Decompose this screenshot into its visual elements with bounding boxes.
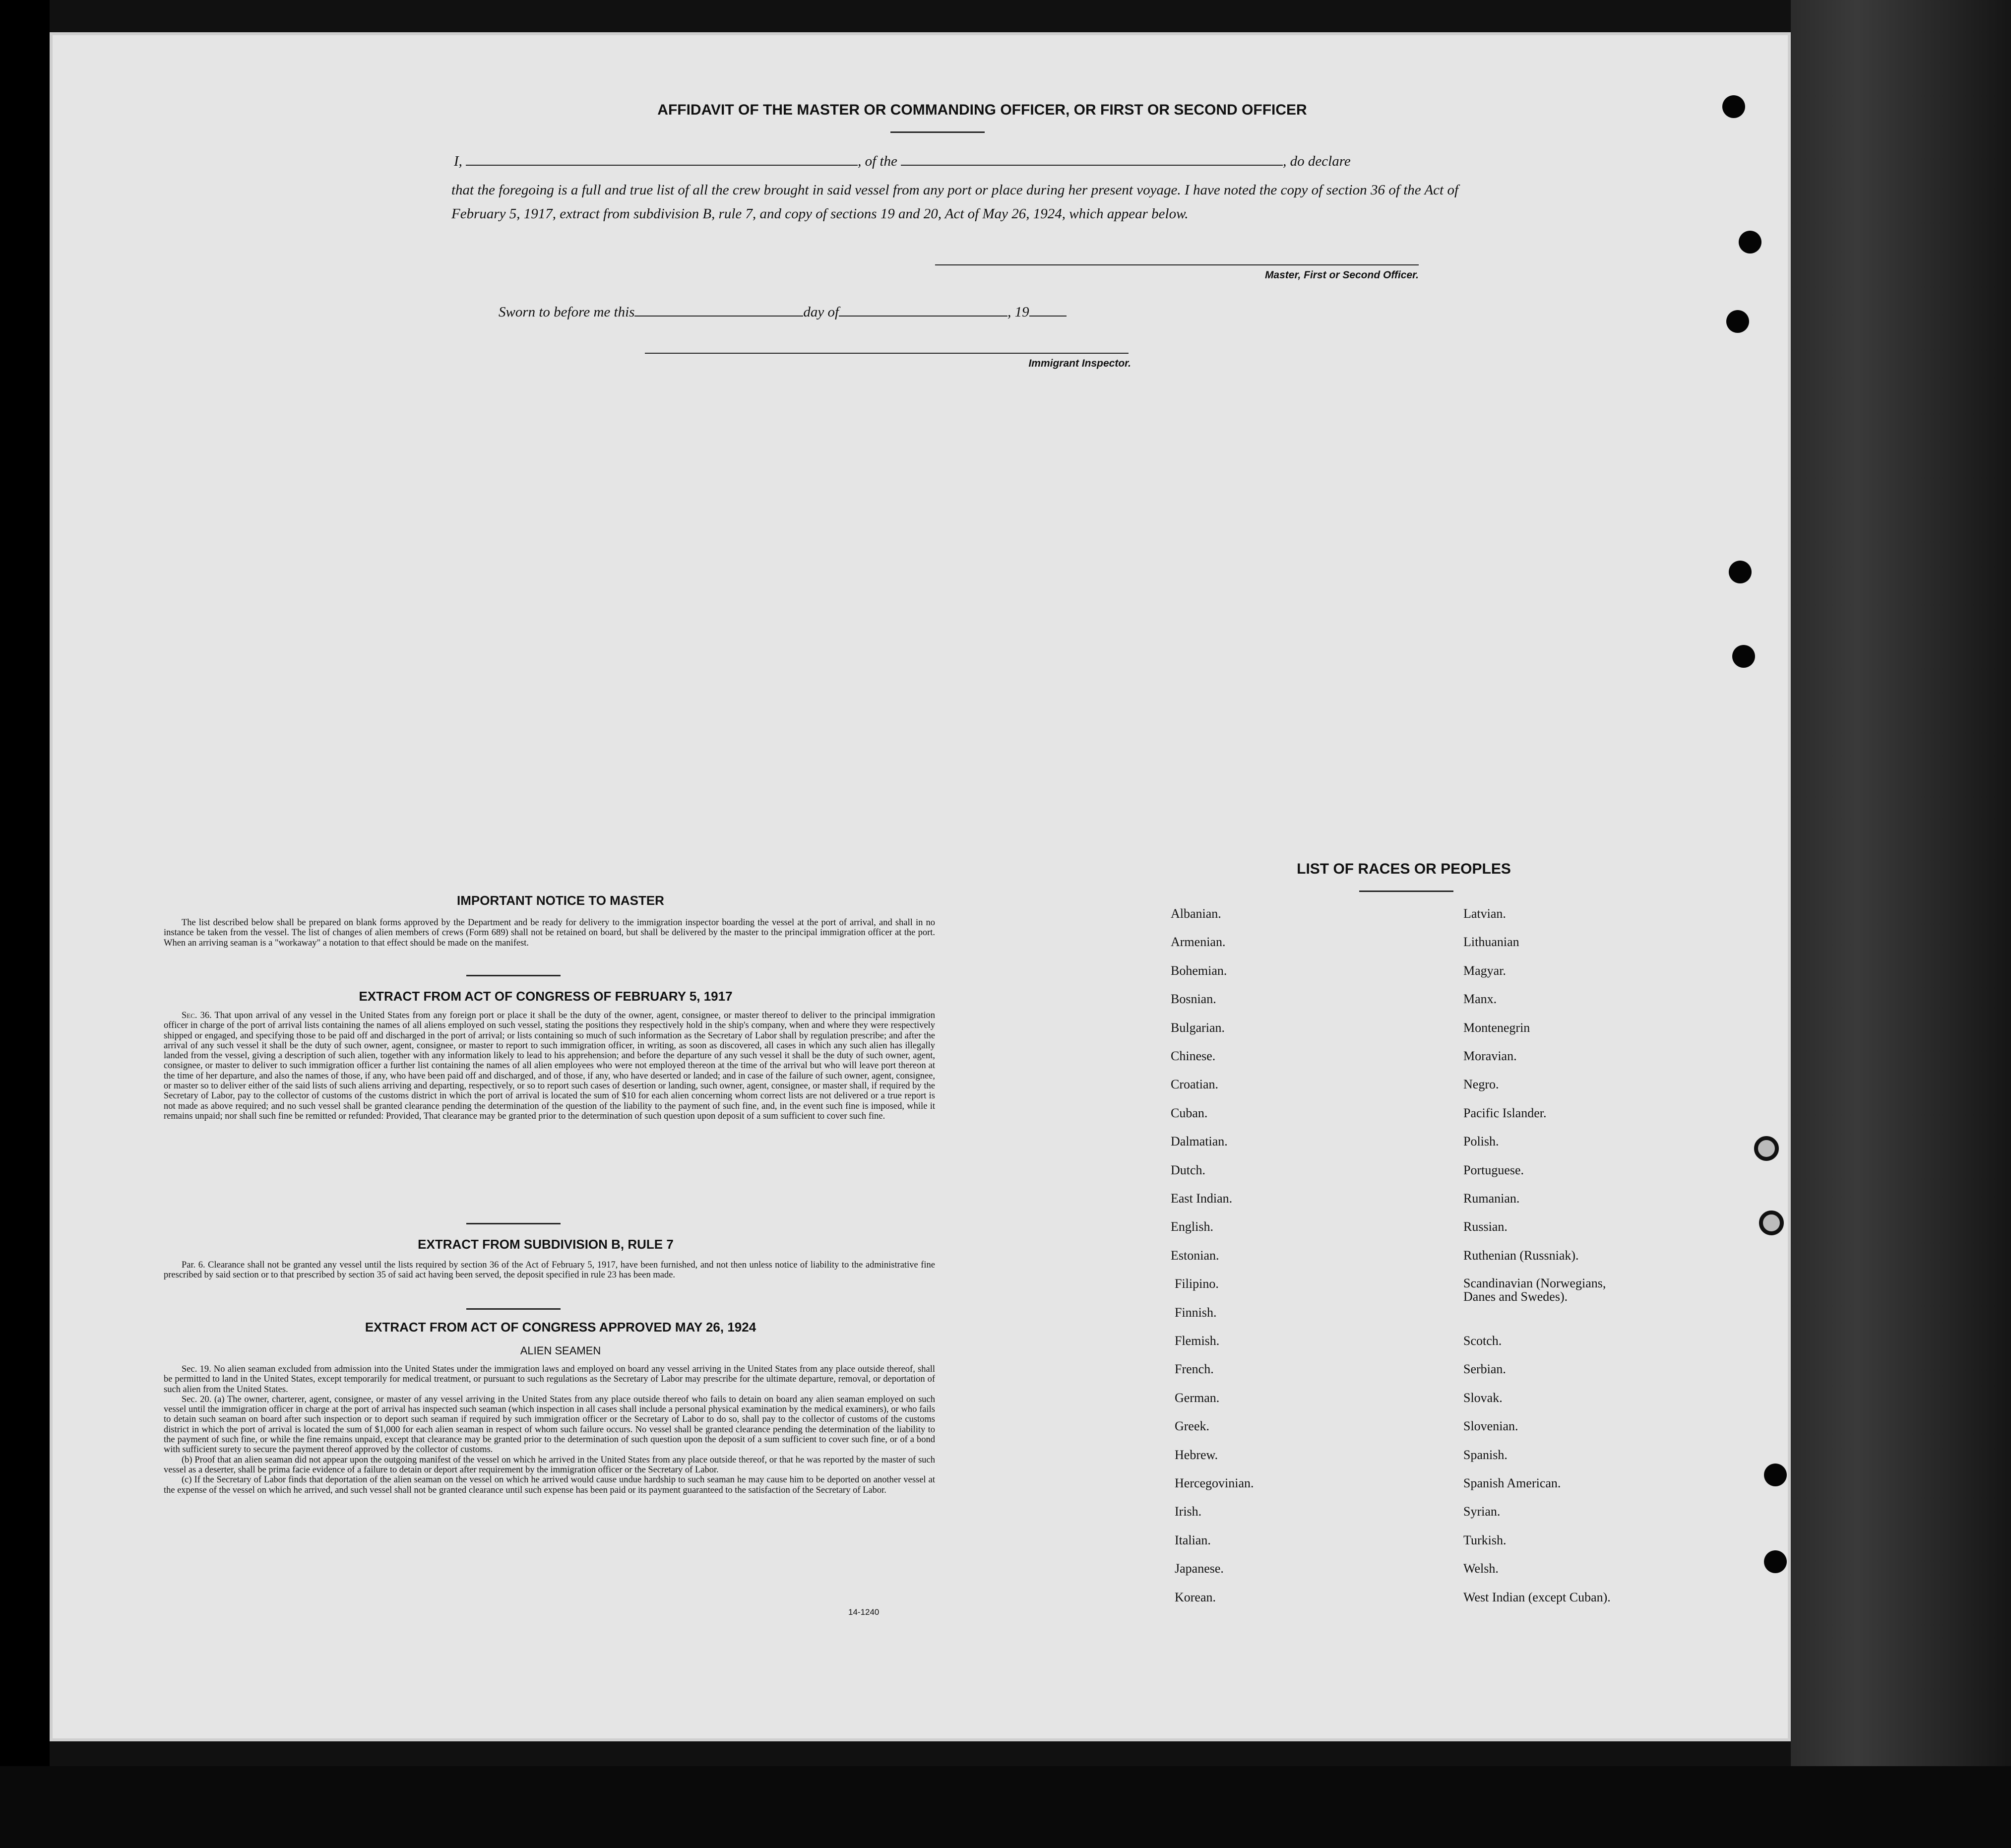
race-item: Greek.: [1175, 1419, 1210, 1434]
sec-20a-text: Sec. 20. (a) The owner, charterer, agent, consignee, or master of any vessel arriving in the United States from any place outside thereof who fails to detain on board any alien seaman employed on such vessel until the immigration officer in charge at the port of arrival has inspected such seaman (which inspection in all cases shall include a personal physical examination by the medical examiners), or who fails to detain such seaman on board after such inspection or to deport such seaman if required by such immigration officer or the Secretary of Labor to do so, shall pay to the collector of customs of the customs district in which the port of arrival is located the sum of $1,000 for each alien seaman in respect of whom such failure occurs. No vessel shall be granted clearance pending the determination of the liability to the payment of such fine, or while the fine remains unpaid, except that clearance may be granted prior to the determination of such question upon the deposit of a sum sufficient to cover such fine, or of a bond with sufficient surety to secure the payment thereof approved by the collector of customs.: [164, 1394, 935, 1455]
race-item: Croatian.: [1171, 1077, 1219, 1092]
race-item: Pacific Islander.: [1463, 1105, 1547, 1120]
punch-hole-icon: [1732, 645, 1755, 668]
race-item: Welsh.: [1463, 1561, 1499, 1576]
day-of-label: day of: [803, 304, 839, 320]
race-item: Albanian.: [1171, 906, 1221, 921]
punch-hole-icon: [1754, 1136, 1779, 1161]
race-item: Korean.: [1175, 1590, 1216, 1604]
punch-hole-icon: [1739, 231, 1761, 254]
sworn-month-blank[interactable]: [839, 316, 1007, 317]
notice-text: [164, 918, 935, 948]
form-page: [50, 32, 1791, 1741]
inspector-label: Immigrant Inspector.: [1028, 358, 1131, 369]
race-item: Latvian.: [1463, 906, 1506, 921]
race-item: Hercegovinian.: [1175, 1476, 1254, 1490]
race-item: Bulgarian.: [1171, 1020, 1225, 1035]
sworn-label: Sworn to before me this: [499, 304, 635, 320]
race-item: Syrian.: [1463, 1504, 1501, 1519]
race-item: Montenegrin: [1463, 1020, 1530, 1035]
race-item: Armenian.: [1171, 935, 1226, 950]
race-item: Negro.: [1463, 1077, 1499, 1092]
race-item: Japanese.: [1175, 1561, 1224, 1576]
extract-1924-title: EXTRACT FROM ACT OF CONGRESS APPROVED MAY 26, 1924: [365, 1320, 756, 1335]
punch-hole-icon: [1729, 561, 1752, 583]
sworn-day-blank[interactable]: [634, 316, 803, 317]
signature-label: Master, First or Second Officer.: [1264, 269, 1419, 281]
race-item: English.: [1171, 1219, 1213, 1234]
divider: [1359, 891, 1453, 892]
year-label: 19: [1014, 304, 1029, 320]
race-item: Scotch.: [1463, 1334, 1502, 1348]
divider: [466, 1223, 561, 1224]
race-item: Irish.: [1175, 1504, 1202, 1519]
divider: [466, 975, 561, 976]
race-item: German.: [1175, 1390, 1220, 1405]
race-item: Ruthenian (Russniak).: [1463, 1248, 1579, 1263]
race-item: Scandinavian (Norwegians, Danes and Swedes).: [1463, 1276, 1606, 1304]
race-item: Turkish.: [1463, 1532, 1507, 1547]
punch-hole-icon: [1722, 95, 1745, 118]
race-item: Moravian.: [1463, 1049, 1517, 1063]
i-label: I,: [454, 153, 462, 169]
race-item: Slovak.: [1463, 1390, 1503, 1405]
sec-19-text: Sec. 19. No alien seaman excluded from admission into the United States under the immigration laws and employed on board any vessel arriving in the United States from any place outside thereof, shall be permitted to land in the United States, except temporarily for medical treatment, or pursuant to such regulations as the Secretary of Labor may prescribe for the ultimate departure, removal, or deportation of such alien from the United States.: [164, 1364, 935, 1395]
race-item: Dutch.: [1171, 1162, 1206, 1177]
race-item: Bosnian.: [1171, 992, 1216, 1007]
race-item: West Indian (except Cuban).: [1463, 1590, 1611, 1604]
race-item: Portuguese.: [1463, 1162, 1524, 1177]
race-item: Lithuanian: [1463, 935, 1519, 950]
inspector-signature-line[interactable]: [645, 353, 1129, 354]
vessel-blank[interactable]: [901, 165, 1283, 166]
race-item: Italian.: [1175, 1532, 1211, 1547]
punch-hole-icon: [1726, 310, 1749, 333]
race-item: Finnish.: [1175, 1305, 1217, 1320]
race-item: Manx.: [1463, 992, 1497, 1007]
divider: [890, 131, 985, 133]
affidavit-body: that the foregoing is a full and true list of all the crew brought in said vessel from any port or place during her present voyage. I have noted the copy of section 36 of the Act of February 5, 1917, extract from subdivision B, rule 7, and copy of sections 19 and 20, Act of May 26, 1924, which appear below.: [451, 182, 1458, 222]
race-item: Cuban.: [1171, 1105, 1208, 1120]
affidavit-title: AFFIDAVIT OF THE MASTER OR COMMANDING OFFICER, OR FIRST OR SECOND OFFICER: [657, 102, 1307, 118]
race-item: Dalmatian.: [1171, 1134, 1228, 1149]
extract-1917-title: EXTRACT FROM ACT OF CONGRESS OF FEBRUARY 5, 1917: [359, 989, 733, 1004]
punch-hole-icon: [1759, 1211, 1784, 1235]
subdivision-text: [164, 1260, 935, 1280]
race-item: French.: [1175, 1362, 1214, 1377]
race-item: Flemish.: [1175, 1334, 1220, 1348]
year-blank[interactable]: [1029, 316, 1067, 317]
race-item: Magyar.: [1463, 963, 1506, 978]
notice-paragraph: The list described below shall be prepared on blank forms approved by the Department and be ready for delivery to the immigration inspector boarding the vessel at the port of arrival, and shall in no instance be taken from the vessel. The list of changes of alien members of crews (Form 689) shall not be retained on board, but shall be delivered by the master to the principal immigration officer at the port. When an arriving seaman is a "workaway" a notation to that effect should be made on the manifest.: [164, 918, 935, 948]
sec-36-label: Sec. 36.: [182, 1011, 212, 1020]
scan-border-right: [1791, 0, 2011, 1848]
race-item: Rumanian.: [1463, 1191, 1520, 1206]
affidavit-declaration-line: [454, 153, 1481, 170]
race-item: Estonian.: [1171, 1248, 1219, 1263]
race-item: Chinese.: [1171, 1049, 1216, 1063]
races-title: LIST OF RACES OR PEOPLES: [1297, 861, 1511, 877]
sworn-line: Sworn to before me this day of , 19: [499, 304, 1193, 320]
race-item: Filipino.: [1175, 1276, 1219, 1291]
signature-line[interactable]: [935, 264, 1419, 265]
sec-20c-text: (c) If the Secretary of Labor finds that deportation of the alien seaman on the vessel on which he arrived would cause undue hardship to such seaman he may cause him to be deported on another vessel at the expense of the vessel on which he arrived, and such vessel shall not be granted clearance until such expense has been paid or its payment guaranteed to the satisfaction of the Secretary of Labor.: [164, 1475, 935, 1495]
name-blank[interactable]: [466, 165, 858, 166]
subdivision-title: EXTRACT FROM SUBDIVISION B, RULE 7: [418, 1237, 674, 1252]
race-item: Serbian.: [1463, 1362, 1506, 1377]
race-item: Hebrew.: [1175, 1447, 1218, 1462]
extract-1924-subtitle: ALIEN SEAMEN: [520, 1344, 601, 1357]
extract-1924-text: [164, 1364, 935, 1495]
form-number: 14-1240: [848, 1607, 880, 1617]
divider: [466, 1308, 561, 1310]
race-item: Slovenian.: [1463, 1419, 1518, 1434]
punch-hole-icon: [1764, 1550, 1787, 1573]
scan-border-bottom: [0, 1766, 2011, 1848]
sec-36-text: That upon arrival of any vessel in the United States from any foreign port or place it shall be the duty of the owner, agent, consignee, or master thereof to deliver to the principal immigration officer in charge of the port of arrival lists containing the names of all aliens employed on such vessel, stating the positions they respectively hold in the ship's company, when and where they were respectively shipped or engaged, and specifying those to be paid off and discharged in the port of arrival; or lists containing so much of such information as the Secretary of Labor shall by regulation prescribe; and after the arrival of any such vessel it shall be the duty of such owner, agent, consignee, or master to report to such immigration officer, in writing, as soon as discovered, all cases in which any such alien has illegally landed from the vessel, giving a description of such alien, together with any information likely to lead to his apprehension; and before the departure of any such vessel it shall be the duty of such owner, agent, consignee, or master to deliver to such immigration officer a further list containing the names of all alien employees who were not employed thereon at the time of the arrival but who will leave port thereon at the time of her departure, and also the names of those, if any, who have been paid off and discharged, and of those, if any, who have deserted or landed; and in case of the failure of such owner, agent, consignee, or master so to deliver either of the said lists of such aliens arriving and departing, respectively, or so to report such cases of desertion or landing, such owner, agent, consignee, or master shall, if required by the Secretary of Labor, pay to the collector of customs of the customs district in which the port of arrival is located the sum of $10 for each alien concerning whom correct lists are not delivered or a true report is not made as above required; and no such vessel shall be granted clearance pending the determination of the question of the liability to the payment of such fine, and, in the event such fine is imposed, while it remains unpaid; nor shall such fine be remitted or refunded: Provided, That clearance may be granted prior to the determination of such question upon deposit of a sum sufficient to cover such fine.: [164, 1011, 936, 1121]
race-item: Bohemian.: [1171, 963, 1227, 978]
race-item: Russian.: [1463, 1219, 1508, 1234]
race-item: Spanish.: [1463, 1447, 1508, 1462]
sec-20b-text: (b) Proof that an alien seaman did not appear upon the outgoing manifest of the vessel on which he arrived in the United States from any place outside thereof, or that he was reported by the master of such vessel as a deserter, shall be prima facie evidence of a failure to detain or deport after requirement by the immigration officer or the Secretary of Labor.: [164, 1455, 935, 1475]
extract-1917-text: [164, 1011, 935, 1121]
race-item: Spanish American.: [1463, 1476, 1561, 1490]
of-the-label: , of the: [858, 153, 897, 169]
par-6-text: Par. 6. Clearance shall not be granted any vessel until the lists required by section 36 of the Act of February 5, 1917, have been furnished, and not then unless notice of liability to the administrative fine prescribed by said section or to that prescribed by section 35 of said act having been served, the deposit specified in rule 23 has been made.: [164, 1260, 935, 1280]
race-item: Polish.: [1463, 1134, 1499, 1149]
notice-title: IMPORTANT NOTICE TO MASTER: [457, 893, 664, 908]
scan-border-left: [0, 0, 50, 1848]
punch-hole-icon: [1764, 1464, 1787, 1486]
race-item: East Indian.: [1171, 1191, 1233, 1206]
do-declare-label: , do declare: [1283, 153, 1351, 169]
